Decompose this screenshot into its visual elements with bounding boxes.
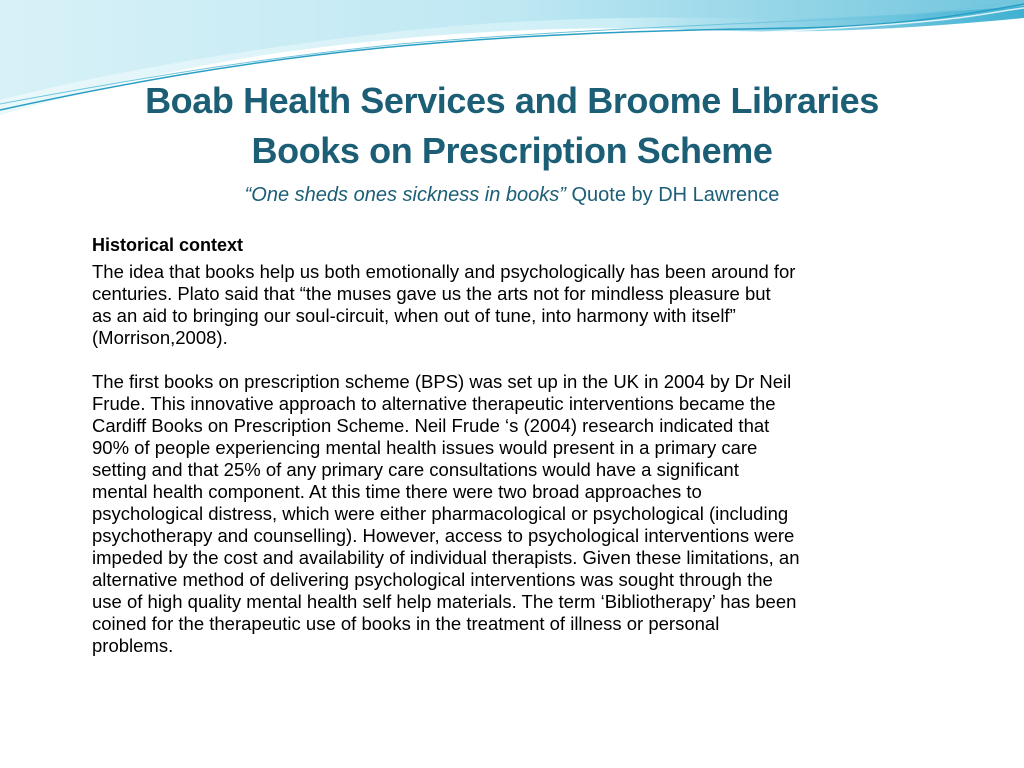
section-heading: Historical context (92, 235, 244, 255)
subtitle-quote: “One sheds ones sickness in books” (244, 184, 566, 206)
subtitle (0, 182, 1024, 208)
paragraph-line: The idea that books help us both emotionally and psychologically has been around for (92, 261, 796, 282)
paragraph-line: centuries. Plato said that “the muses gave us the arts not for mindless pleasure but (92, 283, 771, 304)
paragraph-line: psychological distress, which were either pharmacological or psychological (including (92, 503, 789, 524)
paragraph-line: Frude. This innovative approach to alternative therapeutic interventions became the (92, 393, 776, 414)
paragraph-line: problems. (92, 635, 174, 656)
paragraph-line: setting and that 25% of any primary care consultations would have a significant (92, 459, 739, 480)
paragraph-line: as an aid to bringing our soul-circuit, when out of tune, into harmony with itself” (92, 305, 736, 326)
body-text (92, 233, 972, 679)
paragraph-line: alternative method of delivering psychological interventions was sought through the (92, 569, 773, 590)
paragraph-line: impeded by the cost and availability of individual therapists. Given these limitations, an (92, 547, 800, 568)
paragraph-line: psychotherapy and counselling). However, access to psychological interventions were (92, 525, 795, 546)
paragraph-line: The first books on prescription scheme (BPS) was set up in the UK in 2004 by Dr Neil (92, 371, 792, 392)
subtitle-attribution: Quote by DH Lawrence (565, 184, 780, 206)
paragraph-line: mental health component. At this time there were two broad approaches to (92, 481, 702, 502)
paragraph-line: Cardiff Books on Prescription Scheme. Neil Frude ‘s (2004) research indicated that (92, 415, 770, 436)
paragraph-line: 90% of people experiencing mental health issues would present in a primary care (92, 437, 758, 458)
page-title-line-1: Boab Health Services and Broome Libraries (145, 80, 879, 121)
paragraph-2 (92, 371, 972, 657)
paragraph-1 (92, 261, 972, 349)
title-block (0, 76, 1024, 208)
paragraph-line: coined for the therapeutic use of books in the treatment of illness or personal (92, 613, 720, 634)
page-title-line-2: Books on Prescription Scheme (251, 130, 773, 171)
paragraph-line: (Morrison,2008). (92, 327, 228, 348)
paragraph-line: use of high quality mental health self help materials. The term ‘Bibliotherapy’ has been (92, 591, 797, 612)
